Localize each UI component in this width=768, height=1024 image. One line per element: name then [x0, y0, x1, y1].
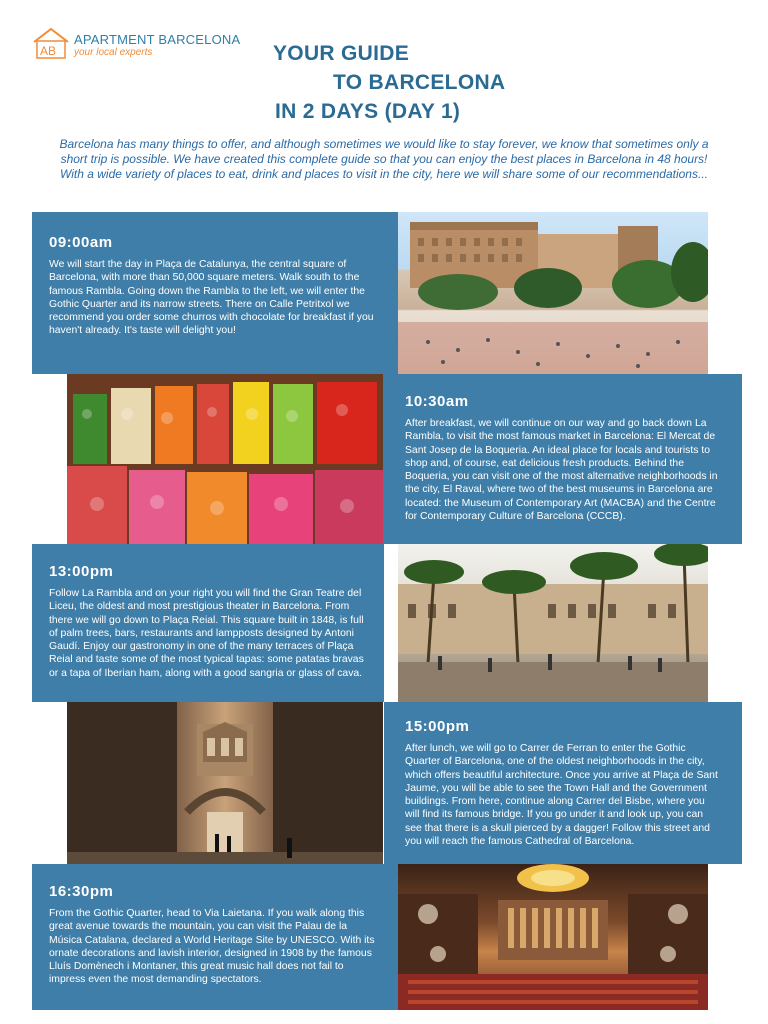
section-time: 16:30pm [49, 883, 114, 900]
section-time: 15:00pm [405, 718, 470, 735]
house-logo-icon [32, 26, 70, 60]
page-title-line-2: TO BARCELONA [333, 71, 506, 94]
page-title-line-1: YOUR GUIDE [273, 42, 410, 65]
gothic-quarter-bridge-photo [67, 702, 383, 864]
placa-catalunya-photo [398, 212, 708, 374]
section-1030-panel [383, 374, 742, 544]
section-time: 09:00am [49, 234, 113, 251]
section-1300-panel [32, 544, 384, 702]
section-text: From the Gothic Quarter, head to Via Laietana. If you walk along this great avenue towards the mountain, you can visit the Palau de la Música Catalana, declared a World Heritage Site by UNESCO. With its ornate decorations and lavish interior, designed in 1908 by the famous Lluís Domènech i Montaner, this great music hall does not fail to impress even the most demanding spectators. [49, 908, 375, 986]
logo-mark-text: AB [40, 44, 57, 58]
boqueria-market-photo [67, 374, 383, 544]
section-0900-panel [32, 212, 398, 374]
section-text: Follow La Rambla and on your right you will find the Gran Teatre del Liceu, the oldest and most prestigious theater in Barcelona. From there we will go down to Plaça Reial. This square built in 1848, is full of palm trees, bars, restaurants and lampposts designed by Antoni Gaudí. Enjoy our gastronomy in one of the many terraces of Plaça Reial and taste some of the most typical tapas: some patatas bravas or a tapa of Iberian ham, along with a good sangria or glass of cava. [49, 588, 364, 679]
section-text: After breakfast, we will continue on our way and go back down La Rambla, to visit the most famous market in Barcelona: El Mercat de Sant Josep de la Boqueria. An ideal place for locals and tourists to shop and, of course, eat delicious fresh products. Behind the Boqueria, you can visit one of the most alternative neighborhoods in the city, El Raval, where two of the best museums in Barcelona are located: the Museum of Contemporary Art (MACBA) and the Centre for Contemporary Culture of Barcelona (CCCB). [405, 418, 718, 523]
brand-tagline: your local experts [74, 47, 153, 58]
section-1500-panel [384, 702, 742, 864]
intro-paragraph: Barcelona has many things to offer, and although sometimes we would like to stay forever, we know that sometimes only a short trip is possible. We have created this complete guide so that you can enjoy the best places in Barcelona in 48 hours! With a wide variety of places to eat, drink and places to visit in the city, here we will share some of our recommendations... [59, 137, 709, 181]
brand-logo [32, 24, 241, 64]
page-title-line-3: IN 2 DAYS (DAY 1) [275, 100, 461, 123]
placa-reial-photo [398, 544, 708, 702]
section-1630-panel [32, 864, 398, 1010]
section-text: We will start the day in Plaça de Catalunya, the central square of Barcelona, with more than 50,000 square meters. Walk south to the famous Rambla. Going down the Rambla to the left, we will enter the Gothic Quarter and its narrow streets. There on Calle Petritxol we recommend you order some churros with chocolate for breakfast if you haven't already. It's taste will delight you! [49, 259, 374, 337]
brand-name: APARTMENT BARCELONA [74, 32, 241, 47]
section-time: 13:00pm [49, 563, 114, 580]
section-text: After lunch, we will go to Carrer de Ferran to enter the Gothic Quarter of Barcelona, one of the oldest neighborhoods in the city, which offers beautiful architecture. Once you arrive at Plaça de Sant Jaume, you will be able to see the Town Hall and the Government buildings. From here, continue along Carrer del Bisbe, where you will find its famous bridge. If you go under it and look up, you can see that there is a skull pierced by a dagger! Follow this street and you will reach the famous Cathedral of Barcelona. [405, 743, 718, 848]
palau-musica-catalana-photo [398, 864, 708, 1010]
section-time: 10:30am [405, 393, 469, 410]
